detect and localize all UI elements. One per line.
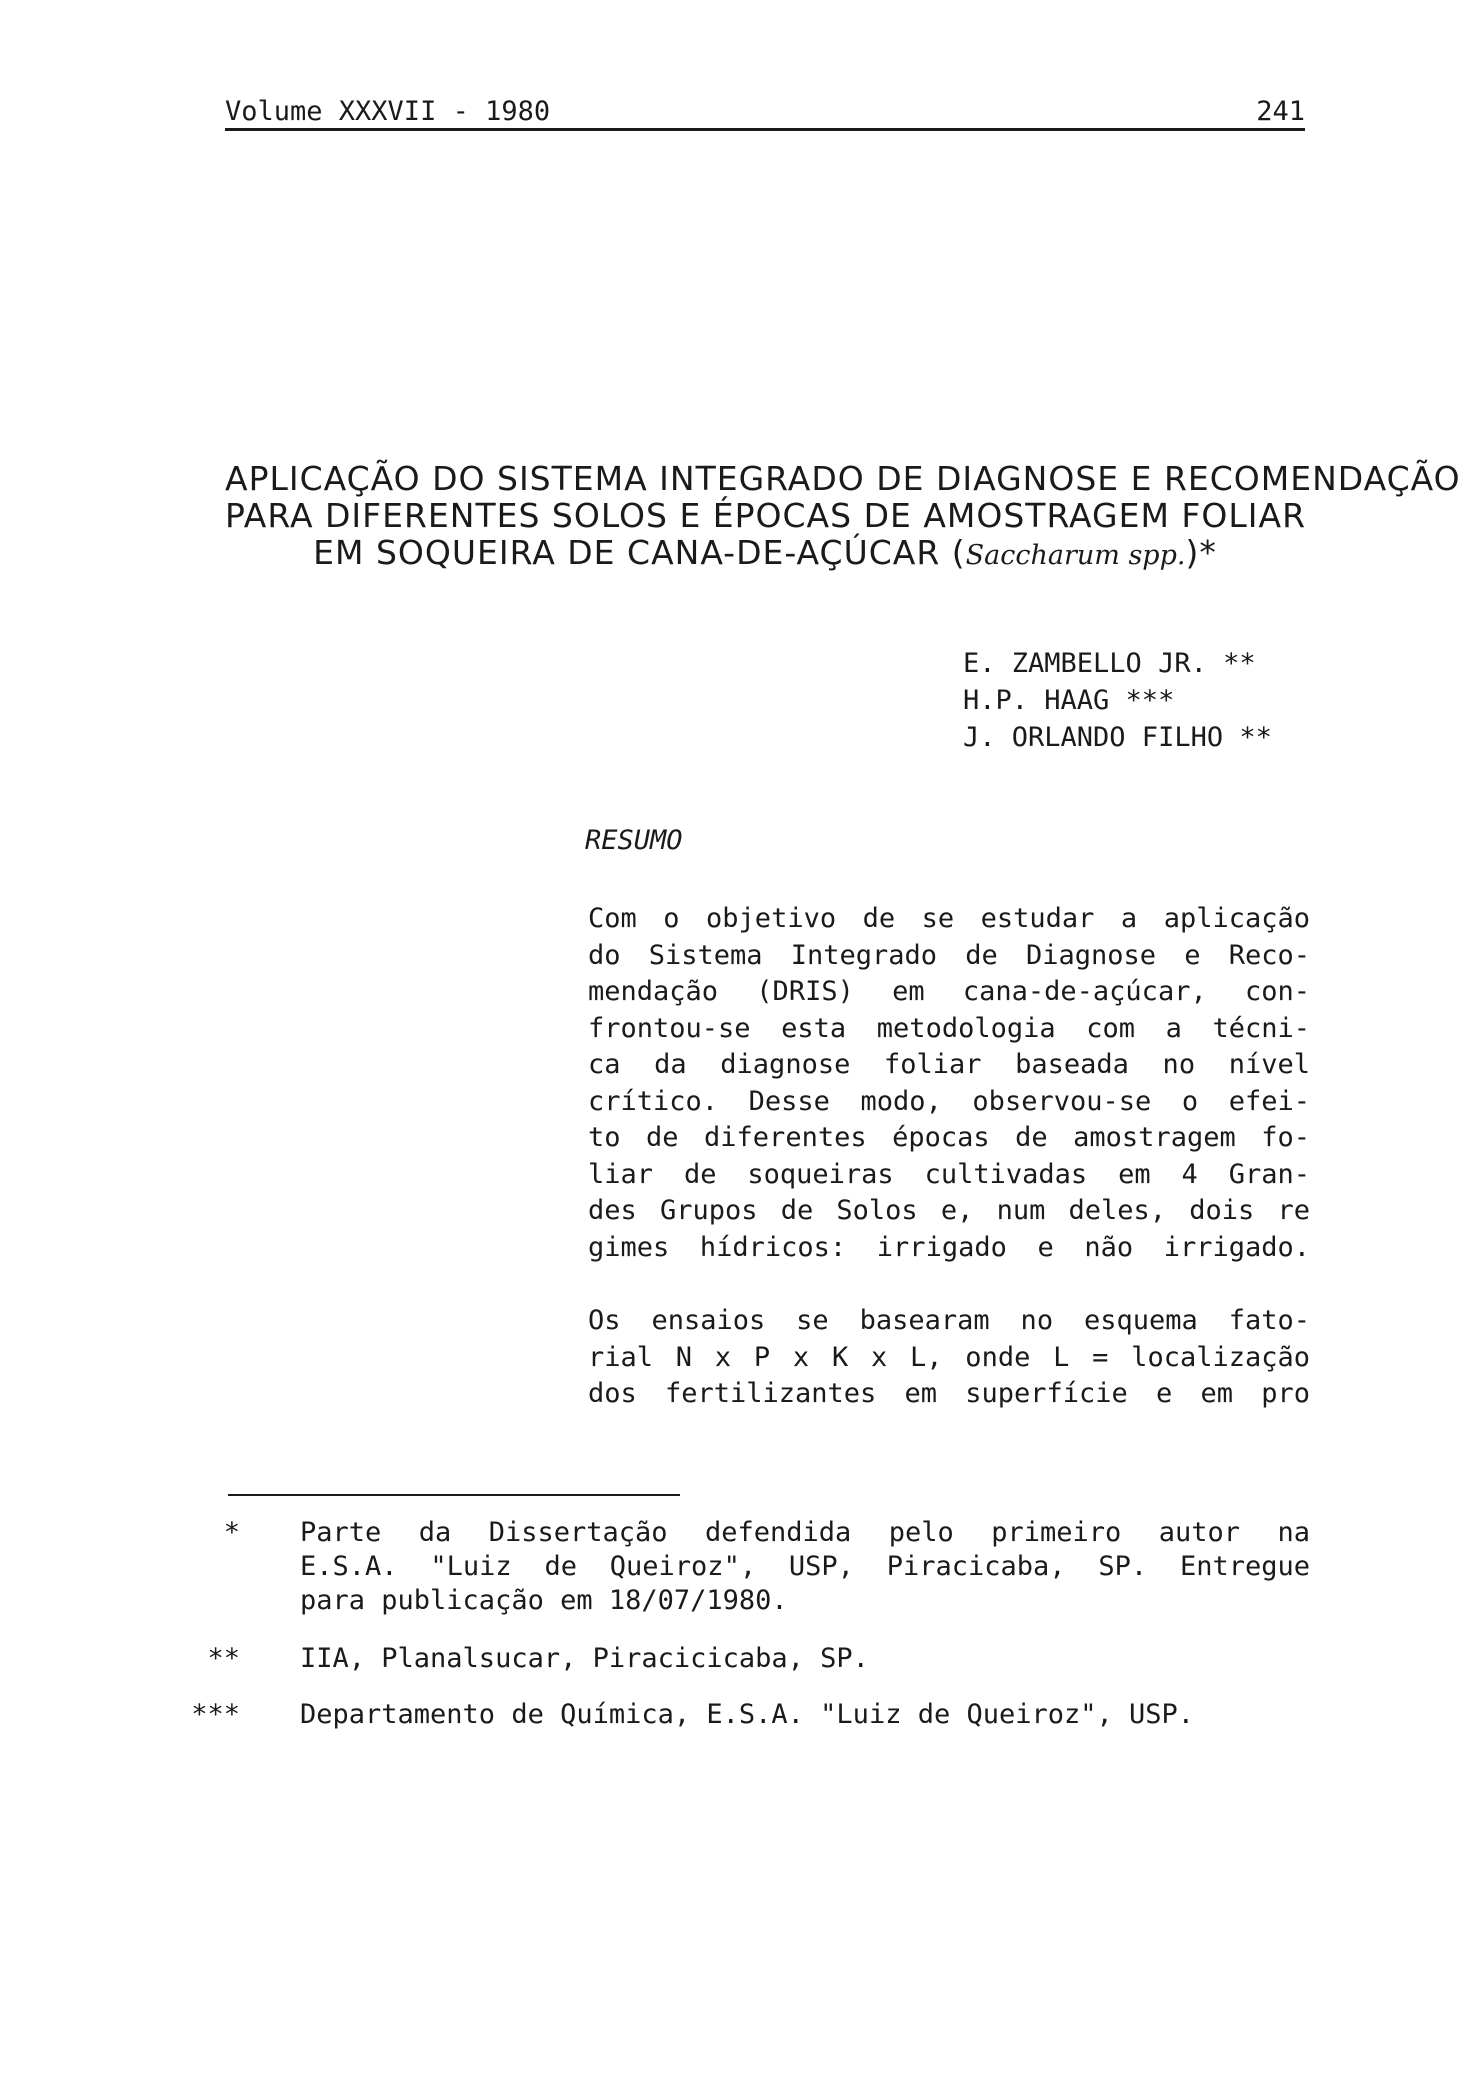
abstract-line: rial N x P x K x L, onde L = localização (588, 1341, 1310, 1373)
article-title (225, 459, 1461, 574)
footnote-line: para publicação em 18/07/1980. (300, 1585, 788, 1616)
abstract-line: to de diferentes épocas de amostragem fo- (588, 1122, 1310, 1153)
footnote-mark: * (223, 1517, 240, 1548)
abstract-line: frontou-se esta metodologia com a técni- (588, 1012, 1310, 1044)
title-line-3 (225, 534, 1305, 574)
footnote-body (300, 1642, 1310, 1676)
abstract-line: des Grupos de Solos e, num deles, dois re (588, 1195, 1310, 1226)
abstract-line: ca da diagnose foliar baseada no nível (588, 1049, 1310, 1080)
abstract-paragraph-1 (588, 901, 1310, 1266)
footnote-mark: *** (191, 1699, 240, 1730)
abstract-line: dos fertilizantes em superfície e em pro (588, 1378, 1310, 1409)
header-rule (225, 128, 1305, 131)
footnote-line: E.S.A. "Luiz de Queiroz", USP, Piracicaba, SP. Entregue (300, 1551, 1310, 1582)
author-2: H.P. HAAG *** (963, 685, 1175, 716)
title-line-2: PARA DIFERENTES SOLOS E ÉPOCAS DE AMOSTRAGEM FOLIAR (225, 496, 1306, 535)
page-number: 241 (1256, 96, 1305, 127)
abstract-paragraph-2 (588, 1303, 1310, 1413)
footnote-mark: ** (207, 1643, 240, 1674)
abstract-line: liar de soqueiras cultivadas em 4 Gran- (588, 1158, 1310, 1190)
abstract-line: mendação (DRIS) em cana-de-açúcar, con- (588, 976, 1310, 1007)
author-list (963, 645, 1272, 756)
footnote-line: Departamento de Química, E.S.A. "Luiz de Queiroz", USP. (300, 1699, 1195, 1730)
scientific-name: Saccharum spp. (965, 540, 1186, 571)
footnote-line: IIA, Planalsucar, Piracicicaba, SP. (300, 1643, 869, 1674)
footnote-body (300, 1698, 1310, 1732)
footnote-body (300, 1516, 1310, 1618)
abstract-line: gimes hídricos: irrigado e não irrigado. (588, 1231, 1310, 1263)
abstract-line: Os ensaios se basearam no esquema fato- (588, 1305, 1310, 1336)
abstract-line: Com o objetivo de se estudar a aplicação (588, 903, 1310, 934)
volume-label: Volume XXXVII - 1980 (225, 96, 551, 127)
title-line-1: APLICAÇÃO DO SISTEMA INTEGRADO DE DIAGNOSE E RECOMENDAÇÃO (225, 459, 1461, 498)
running-header (225, 96, 1305, 130)
title-line-3-suffix: )* (1185, 533, 1217, 572)
author-1: E. ZAMBELLO JR. ** (963, 648, 1256, 679)
author-3: J. ORLANDO FILHO ** (963, 722, 1272, 753)
abstract-line: do Sistema Integrado de Diagnose e Reco- (588, 939, 1310, 971)
footnote-line: Parte da Dissertação defendida pelo primeiro autor na (300, 1517, 1310, 1548)
footnote-rule (228, 1494, 680, 1496)
title-line-3-prefix: EM SOQUEIRA DE CANA-DE-AÇÚCAR ( (313, 533, 966, 572)
resumo-heading: RESUMO (585, 825, 683, 856)
abstract-line: crítico. Desse modo, observou-se o efei- (588, 1085, 1310, 1117)
